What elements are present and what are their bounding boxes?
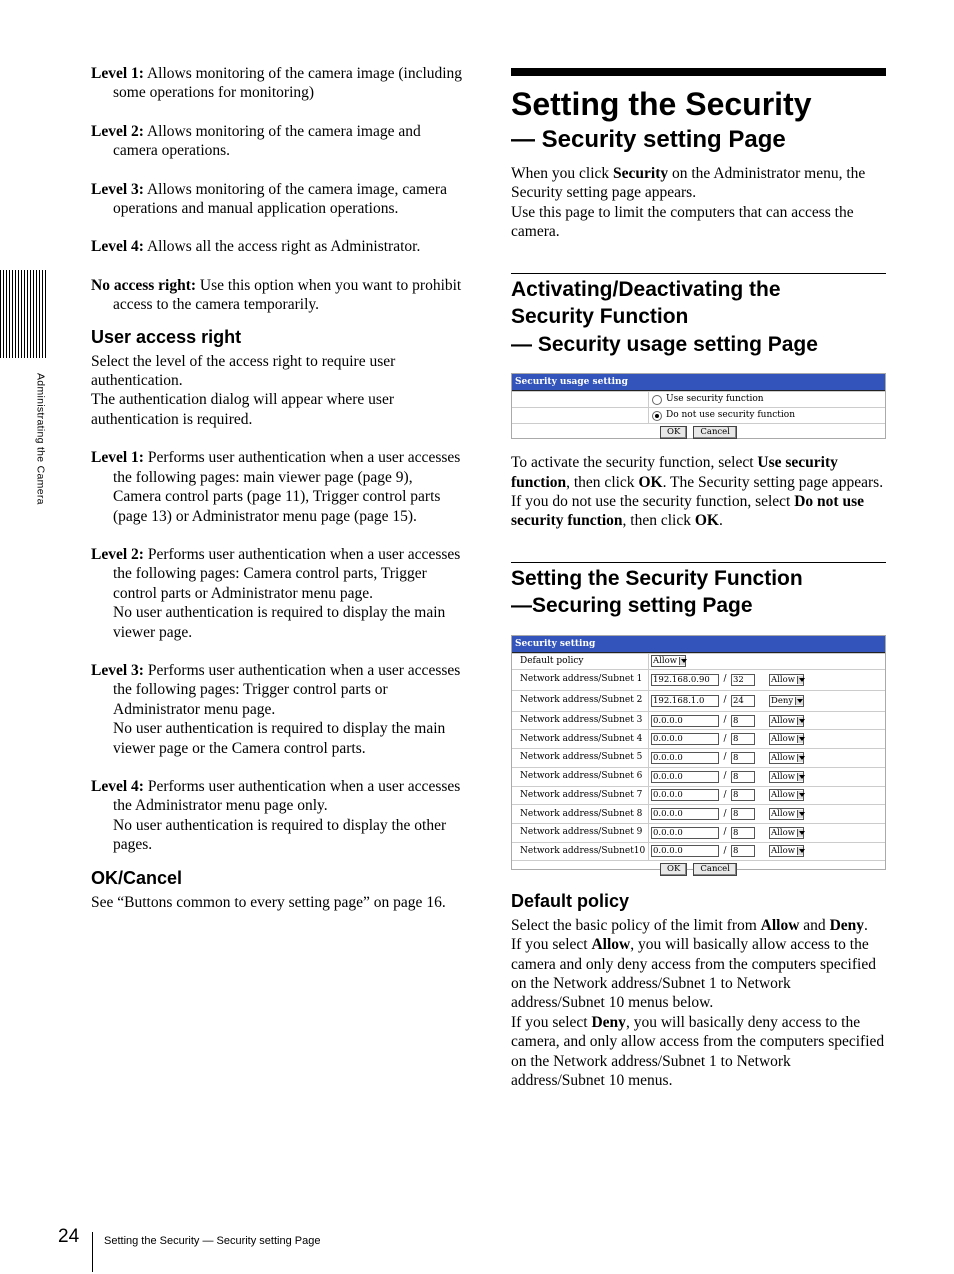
not-use-security-radio[interactable] <box>652 411 662 421</box>
network-address-input[interactable]: 0.0.0.0 <box>651 827 719 839</box>
list-item: Level 1: Performs user authentication when a user accesses the following pages: main viewer page (page 9), Camera control parts (page 11), Trigger control parts (page 13) or Administrator menu page (page 15). <box>91 449 461 525</box>
slash-separator: / <box>723 845 727 856</box>
table-row <box>512 729 885 748</box>
subnet-input[interactable]: 8 <box>731 845 755 857</box>
chapter-tab-marker <box>0 270 46 358</box>
slash-separator: / <box>723 715 727 726</box>
policy-select[interactable]: Allow <box>769 715 804 727</box>
slash-separator: / <box>723 752 727 763</box>
intro-paragraph-2: Use this page to limit the computers that can access the camera. <box>511 203 854 241</box>
list-item: Level 3: Allows monitoring of the camera image, camera operations and manual application operations. <box>91 180 447 218</box>
policy-select[interactable]: Allow <box>769 845 804 857</box>
policy-select[interactable]: Allow <box>769 733 804 745</box>
subnet-input[interactable]: 24 <box>731 695 755 707</box>
use-security-label: Use security function <box>666 394 764 405</box>
subnet-input[interactable]: 8 <box>731 733 755 745</box>
chevron-down-icon <box>797 847 803 855</box>
network-address-input[interactable]: 0.0.0.0 <box>651 715 719 727</box>
slash-separator: / <box>723 695 727 706</box>
subnet-input[interactable]: 8 <box>731 808 755 820</box>
ok-button[interactable]: OK <box>660 863 687 876</box>
network-label: Network address/Subnet10 <box>512 843 649 861</box>
security-setting-panel <box>511 635 886 875</box>
table-row <box>512 842 885 861</box>
slash-separator: / <box>723 808 727 819</box>
network-address-input[interactable]: 192.168.1.0 <box>651 695 719 707</box>
subnet-input[interactable]: 8 <box>731 752 755 764</box>
subnet-input[interactable]: 8 <box>731 827 755 839</box>
left-column <box>91 64 463 912</box>
network-address-input[interactable]: 0.0.0.0 <box>651 733 719 745</box>
network-address-input[interactable]: 0.0.0.0 <box>651 808 719 820</box>
chevron-down-icon <box>797 829 803 837</box>
user-access-intro-2: The authentication dialog will appear where user authentication is required. <box>91 391 394 428</box>
slash-separator: / <box>723 674 727 685</box>
table-row <box>512 690 885 711</box>
running-title: Setting the Security — Security setting Page <box>104 1235 321 1247</box>
chevron-down-icon <box>797 773 803 781</box>
network-rows <box>512 669 885 861</box>
slash-separator: / <box>723 827 727 838</box>
table-row <box>512 669 885 690</box>
policy-select[interactable]: Allow <box>769 789 804 801</box>
subnet-input[interactable]: 8 <box>731 771 755 783</box>
user-levels-list <box>91 448 463 854</box>
network-label: Network address/Subnet 1 <box>512 670 649 690</box>
policy-select[interactable]: Allow <box>769 827 804 839</box>
network-label: Network address/Subnet 7 <box>512 787 649 805</box>
allow-paragraph: If you select Allow, you will basically allow access to the camera and only deny access from the computers specified on the Network address/Subnet 1 to Network address/Subnet 10 menus below. <box>511 936 876 1012</box>
table-row <box>512 823 885 842</box>
policy-select[interactable]: Allow <box>769 752 804 764</box>
footer-divider <box>92 1232 93 1272</box>
title-rule <box>511 68 886 76</box>
table-row <box>512 804 885 823</box>
network-label: Network address/Subnet 3 <box>512 712 649 730</box>
activate-heading: Activating/Deactivating the Security Function — Security usage setting Page <box>511 273 886 359</box>
right-column <box>511 68 886 1090</box>
table-row <box>512 786 885 805</box>
network-address-input[interactable]: 0.0.0.0 <box>651 845 719 857</box>
network-label: Network address/Subnet 9 <box>512 824 649 842</box>
network-label: Network address/Subnet 4 <box>512 730 649 748</box>
table-row <box>512 748 885 767</box>
ok-cancel-heading: OK/Cancel <box>91 867 183 888</box>
policy-select[interactable]: Deny <box>769 695 804 707</box>
list-item: Level 4: Performs user authentication when a user accesses the Administrator menu page only. No user authentication is required to display the other pages. <box>91 777 461 854</box>
security-usage-panel <box>511 373 886 439</box>
policy-select[interactable]: Allow <box>769 808 804 820</box>
slash-separator: / <box>723 771 727 782</box>
chevron-down-icon <box>797 717 803 725</box>
default-policy-row: Default policy Allow <box>512 653 885 669</box>
ok-button[interactable]: OK <box>660 426 687 439</box>
network-address-input[interactable]: 192.168.0.90 <box>651 674 719 686</box>
list-item: Level 2: Performs user authentication when a user accesses the following pages: Camera control parts, Trigger control parts or Administrator menu page. No user authentication is required to display the main viewer page. <box>91 545 461 641</box>
network-address-input[interactable]: 0.0.0.0 <box>651 789 719 801</box>
list-item: Level 4: Allows all the access right as Administrator. <box>91 238 421 256</box>
intro-paragraph: When you click Security on the Administrator menu, the Security setting page appears. <box>511 165 866 202</box>
page-subtitle: — Security setting Page <box>511 126 786 153</box>
table-row <box>512 711 885 730</box>
network-address-input[interactable]: 0.0.0.0 <box>651 771 719 783</box>
chevron-down-icon <box>795 697 803 705</box>
default-policy-select[interactable]: Allow <box>651 655 686 667</box>
use-security-radio[interactable] <box>652 395 662 405</box>
default-policy-paragraph: Select the basic policy of the limit from Allow and Deny. <box>511 916 868 934</box>
chevron-down-icon <box>797 810 803 818</box>
subnet-input[interactable]: 8 <box>731 715 755 727</box>
chapter-side-label: Administrating the Camera <box>34 373 47 505</box>
ok-cancel-text: See “Buttons common to every setting page” on page 16. <box>91 893 446 911</box>
policy-select[interactable]: Allow <box>769 771 804 783</box>
page-number: 24 <box>58 1226 80 1247</box>
list-item: Level 1: Allows monitoring of the camera image (including some operations for monitoring) <box>91 65 463 102</box>
setting-heading: Setting the Security Function —Securing setting Page <box>511 562 886 620</box>
subnet-input[interactable]: 32 <box>731 674 755 686</box>
list-item: Level 3: Performs user authentication when a user accesses the following pages: Trigger control parts or Administrator menu page. No user authentication is required to display the main viewer page or the Camera control parts. <box>91 661 461 757</box>
policy-select[interactable]: Allow <box>769 674 804 686</box>
network-address-input[interactable]: 0.0.0.0 <box>651 752 719 764</box>
slash-separator: / <box>723 789 727 800</box>
chevron-down-icon <box>679 657 685 665</box>
chevron-down-icon <box>797 735 803 743</box>
cancel-button[interactable]: Cancel <box>693 863 737 876</box>
network-label: Network address/Subnet 6 <box>512 768 649 786</box>
list-item: Level 2: Allows monitoring of the camera image and camera operations. <box>91 122 421 160</box>
user-access-intro: Select the level of the access right to require user authentication. <box>91 352 396 390</box>
panel-title: Security setting <box>512 636 885 653</box>
table-row <box>512 767 885 786</box>
list-item: No access right: Use this option when you want to prohibit access to the camera temporarily. <box>91 276 462 314</box>
panel-title: Security usage setting <box>512 374 885 391</box>
page-title: Setting the Security <box>511 86 812 122</box>
not-use-security-label: Do not use security function <box>666 410 795 421</box>
deactivate-paragraph: If you do not use the security function, select Do not use security function, then click OK. <box>511 492 864 530</box>
subnet-input[interactable]: 8 <box>731 789 755 801</box>
network-label: Network address/Subnet 2 <box>512 691 649 711</box>
network-label: Network address/Subnet 8 <box>512 805 649 823</box>
network-label: Network address/Subnet 5 <box>512 749 649 767</box>
default-policy-heading: Default policy <box>511 890 630 911</box>
cancel-button[interactable]: Cancel <box>693 426 737 439</box>
admin-levels-list <box>91 64 463 315</box>
user-access-heading: User access right <box>91 326 242 347</box>
activate-paragraph: To activate the security function, select Use security function, then click OK. The Security setting page appears. <box>511 454 884 491</box>
deny-paragraph: If you select Deny, you will basically deny access to the camera, and only allow access from the computers specified on the Network address/Subnet 1 to Network address/Subnet 10 menus. <box>511 1013 885 1089</box>
chevron-down-icon <box>797 791 803 799</box>
chevron-down-icon <box>797 676 803 684</box>
slash-separator: / <box>723 733 727 744</box>
chevron-down-icon <box>797 754 803 762</box>
